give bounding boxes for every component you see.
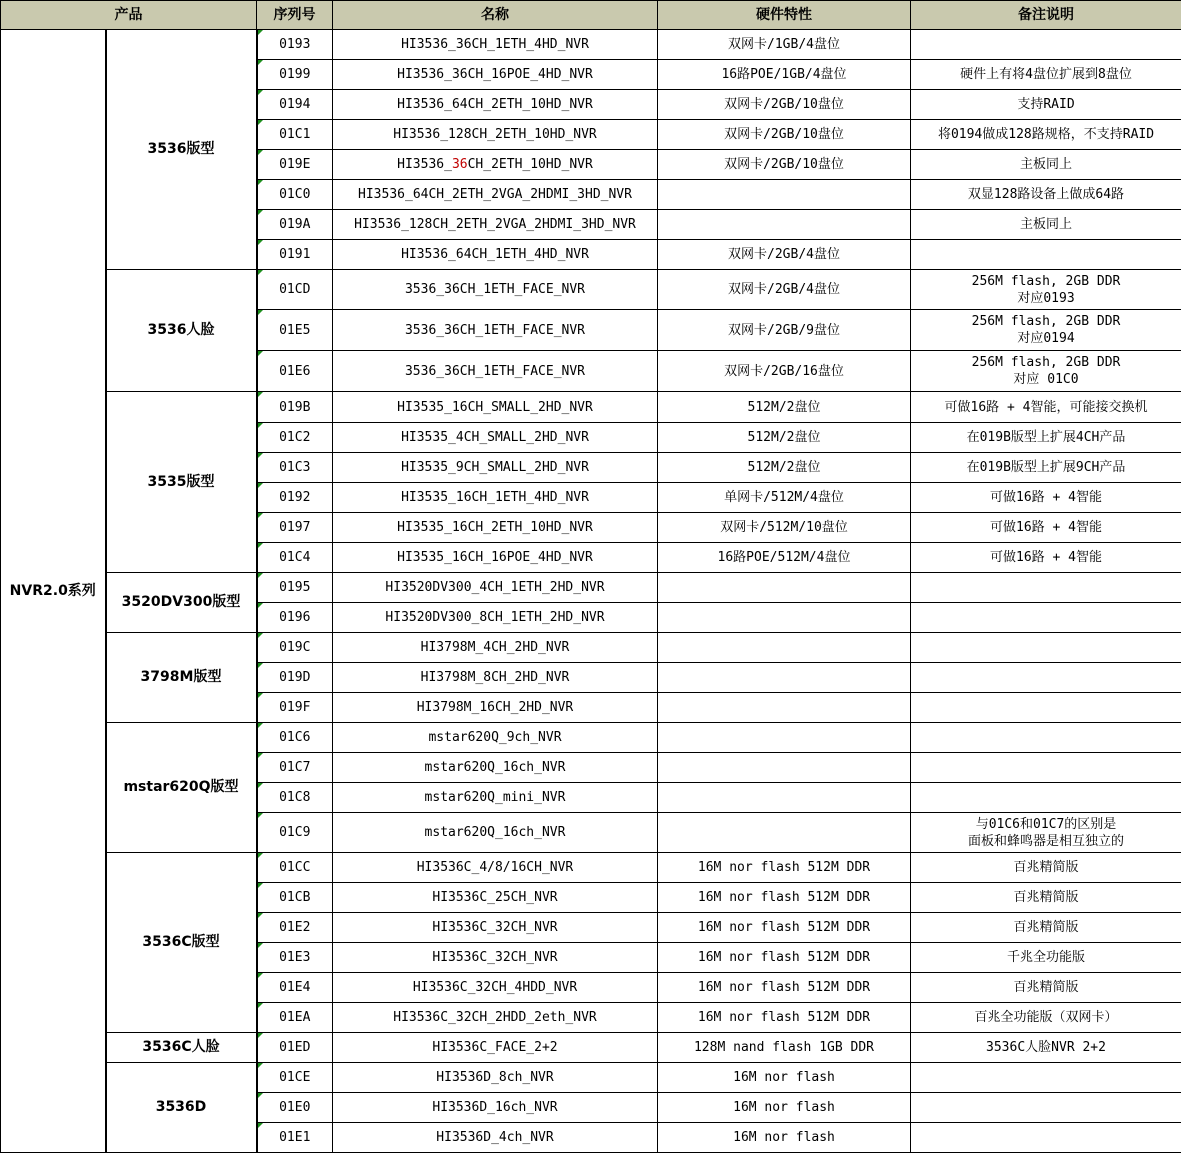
serial-cell[interactable] — [257, 853, 333, 883]
table-row — [1, 270, 1181, 310]
serial-value: 01E1 — [279, 1130, 311, 1145]
hardware-cell[interactable]: 512M/2盘位 — [658, 453, 911, 483]
group-cell[interactable]: 3536C版型 — [106, 853, 257, 1033]
serial-value: 01C9 — [279, 825, 311, 840]
serial-value: 01C4 — [279, 550, 311, 565]
note-cell[interactable]: 将0194做成128路规格，不支持RAID — [911, 120, 1181, 150]
name-cell[interactable]: HI3535_16CH_2ETH_10HD_NVR — [333, 513, 658, 543]
comment-marker-icon — [258, 270, 263, 275]
comment-marker-icon — [258, 783, 263, 788]
comment-marker-icon — [258, 573, 263, 578]
name-cell[interactable]: HI3520DV300_8CH_1ETH_2HD_NVR — [333, 603, 658, 633]
name-cell[interactable]: HI3536_64CH_1ETH_4HD_NVR — [333, 240, 658, 270]
hardware-cell[interactable]: 16M nor flash 512M DDR — [658, 883, 911, 913]
table-row — [1, 853, 1181, 883]
name-cell[interactable]: mstar620Q_9ch_NVR — [333, 723, 658, 753]
note-cell[interactable] — [911, 783, 1181, 813]
note-cell[interactable] — [911, 1123, 1181, 1153]
hardware-cell[interactable] — [658, 633, 911, 663]
name-cell[interactable]: HI3535_16CH_16POE_4HD_NVR — [333, 543, 658, 573]
hardware-cell[interactable]: 16M nor flash 512M DDR — [658, 973, 911, 1003]
group-cell[interactable]: 3536C人脸 — [106, 1033, 257, 1063]
hardware-cell[interactable]: 双网卡/2GB/9盘位 — [658, 310, 911, 351]
note-cell[interactable] — [911, 30, 1181, 60]
note-cell[interactable] — [911, 633, 1181, 663]
note-cell[interactable] — [911, 310, 1181, 351]
hardware-cell[interactable]: 双网卡/2GB/10盘位 — [658, 120, 911, 150]
note-cell[interactable]: 在019B版型上扩展4CH产品 — [911, 423, 1181, 453]
name-cell[interactable]: HI3536_128CH_2ETH_10HD_NVR — [333, 120, 658, 150]
hardware-cell[interactable] — [658, 723, 911, 753]
hardware-cell[interactable]: 双网卡/2GB/16盘位 — [658, 351, 911, 392]
name-cell[interactable]: HI3536_64CH_2ETH_2VGA_2HDMI_3HD_NVR — [333, 180, 658, 210]
name-cell[interactable]: HI3536C_32CH_NVR — [333, 913, 658, 943]
serial-value: 01CD — [279, 282, 311, 297]
serial-value: 01C6 — [279, 730, 311, 745]
comment-marker-icon — [258, 392, 263, 397]
serial-cell[interactable] — [257, 30, 333, 60]
hardware-cell[interactable] — [658, 753, 911, 783]
group-cell[interactable]: mstar620Q版型 — [106, 723, 257, 853]
group-cell[interactable]: 3520DV300版型 — [106, 573, 257, 633]
serial-cell[interactable] — [257, 240, 333, 270]
note-cell[interactable]: 百兆精简版 — [911, 883, 1181, 913]
header-row — [1, 1, 1181, 30]
serial-value: 0194 — [279, 97, 311, 112]
hardware-cell[interactable]: 双网卡/512M/10盘位 — [658, 513, 911, 543]
serial-cell[interactable] — [257, 210, 333, 240]
hardware-cell[interactable]: 双网卡/1GB/4盘位 — [658, 30, 911, 60]
group-cell[interactable]: 3536D — [106, 1063, 257, 1153]
serial-value: 019B — [279, 399, 311, 415]
comment-marker-icon — [258, 813, 263, 818]
table-row — [1, 633, 1181, 663]
comment-marker-icon — [258, 423, 263, 428]
note-line: 256M flash, 2GB DDR — [971, 355, 1121, 370]
comment-marker-icon — [258, 1063, 263, 1068]
hardware-cell[interactable]: 双网卡/2GB/10盘位 — [658, 150, 911, 180]
hardware-cell[interactable]: 16M nor flash — [658, 1063, 911, 1093]
serial-cell[interactable] — [257, 513, 333, 543]
note-line: 与01C6和01C7的区别是 — [975, 816, 1117, 832]
name-cell[interactable]: HI3536C_32CH_NVR — [333, 943, 658, 973]
name-cell[interactable]: HI3798M_16CH_2HD_NVR — [333, 693, 658, 723]
comment-marker-icon — [258, 90, 263, 95]
hardware-cell[interactable]: 双网卡/2GB/4盘位 — [658, 240, 911, 270]
name-cell[interactable]: HI3798M_4CH_2HD_NVR — [333, 633, 658, 663]
note-line: 256M flash, 2GB DDR — [971, 273, 1121, 289]
header-notes[interactable]: 备注说明 — [911, 1, 1181, 30]
hardware-cell[interactable]: 128M nand flash 1GB DDR — [658, 1033, 911, 1063]
comment-marker-icon — [258, 30, 263, 35]
name-cell[interactable]: 3536_36CH_1ETH_FACE_NVR — [333, 351, 658, 392]
name-cell[interactable]: HI3535_4CH_SMALL_2HD_NVR — [333, 423, 658, 453]
table-row — [1, 723, 1181, 753]
note-cell[interactable]: 主板同上 — [911, 150, 1181, 180]
note-cell[interactable] — [911, 573, 1181, 603]
name-cell[interactable]: HI3536_36CH_1ETH_4HD_NVR — [333, 30, 658, 60]
comment-marker-icon — [258, 240, 263, 245]
name-cell[interactable] — [333, 150, 658, 180]
serial-cell[interactable] — [257, 1123, 333, 1153]
comment-marker-icon — [258, 543, 263, 548]
serial-value: 019E — [279, 157, 311, 172]
serial-value: 01EA — [279, 1010, 311, 1025]
serial-cell[interactable] — [257, 1063, 333, 1093]
serial-cell[interactable] — [257, 453, 333, 483]
table-row — [1, 1063, 1181, 1093]
hardware-cell[interactable] — [658, 693, 911, 723]
serial-value: 01CC — [279, 860, 311, 875]
serial-value: 01ED — [279, 1040, 311, 1055]
serial-cell[interactable] — [257, 913, 333, 943]
serial-cell[interactable] — [257, 423, 333, 453]
serial-value: 01E6 — [279, 363, 311, 379]
name-cell[interactable]: mstar620Q_16ch_NVR — [333, 753, 658, 783]
group-cell[interactable]: 3535版型 — [106, 392, 257, 573]
serial-value: 01E3 — [279, 950, 311, 965]
note-line: 对应 01C0 — [1013, 372, 1079, 387]
comment-marker-icon — [258, 603, 263, 608]
serial-cell[interactable] — [257, 483, 333, 513]
note-line: 对应0193 — [1017, 290, 1075, 306]
serial-cell[interactable] — [257, 1093, 333, 1123]
hardware-cell[interactable]: 512M/2盘位 — [658, 392, 911, 423]
note-cell[interactable] — [911, 813, 1181, 853]
comment-marker-icon — [258, 310, 263, 315]
hardware-cell[interactable]: 单网卡/512M/4盘位 — [658, 483, 911, 513]
serial-value: 0191 — [279, 247, 311, 262]
hardware-cell[interactable] — [658, 210, 911, 240]
serial-value: 0195 — [279, 580, 311, 595]
note-cell[interactable]: 在019B版型上扩展9CH产品 — [911, 453, 1181, 483]
serial-cell[interactable] — [257, 90, 333, 120]
name-cell[interactable]: HI3520DV300_4CH_1ETH_2HD_NVR — [333, 573, 658, 603]
comment-marker-icon — [258, 693, 263, 698]
serial-value: 01C1 — [279, 127, 311, 142]
comment-marker-icon — [258, 1123, 263, 1128]
serial-cell[interactable] — [257, 753, 333, 783]
serial-cell[interactable] — [257, 543, 333, 573]
comment-marker-icon — [258, 453, 263, 458]
header-serial[interactable]: 序列号 — [257, 1, 333, 30]
comment-marker-icon — [258, 633, 263, 638]
serial-value: 019C — [279, 640, 311, 655]
serial-cell[interactable] — [257, 1033, 333, 1063]
serial-value: 01E5 — [279, 322, 311, 338]
serial-value: 0197 — [279, 520, 311, 535]
note-cell[interactable]: 双显128路设备上做成64路 — [911, 180, 1181, 210]
note-cell[interactable] — [911, 270, 1181, 310]
comment-marker-icon — [258, 913, 263, 918]
serial-cell[interactable] — [257, 943, 333, 973]
note-cell[interactable]: 可做16路 + 4智能 — [911, 483, 1181, 513]
serial-value: 0196 — [279, 610, 311, 625]
serial-cell[interactable] — [257, 180, 333, 210]
note-line: 对应0194 — [1017, 331, 1075, 346]
name-highlight: 36 — [451, 157, 468, 172]
serial-cell[interactable] — [257, 633, 333, 663]
note-cell[interactable]: 主板同上 — [911, 210, 1181, 240]
note-cell[interactable] — [911, 753, 1181, 783]
comment-marker-icon — [258, 180, 263, 185]
hardware-cell[interactable]: 16M nor flash — [658, 1093, 911, 1123]
comment-marker-icon — [258, 853, 263, 858]
name-cell[interactable]: HI3798M_8CH_2HD_NVR — [333, 663, 658, 693]
serial-value: 019A — [279, 217, 311, 232]
note-line: 256M flash, 2GB DDR — [971, 314, 1121, 329]
hardware-cell[interactable] — [658, 573, 911, 603]
note-cell[interactable] — [911, 693, 1181, 723]
serial-cell[interactable] — [257, 150, 333, 180]
serial-value: 01CE — [279, 1070, 311, 1085]
comment-marker-icon — [258, 753, 263, 758]
note-cell[interactable] — [911, 1093, 1181, 1123]
serial-value: 01C7 — [279, 760, 311, 775]
serial-value: 01E4 — [279, 980, 311, 995]
comment-marker-icon — [258, 483, 263, 488]
comment-marker-icon — [258, 1003, 263, 1008]
hardware-cell[interactable]: 双网卡/2GB/4盘位 — [658, 270, 911, 310]
name-cell[interactable]: HI3536C_25CH_NVR — [333, 883, 658, 913]
name-cell[interactable]: HI3535_16CH_1ETH_4HD_NVR — [333, 483, 658, 513]
hardware-cell[interactable]: 16M nor flash 512M DDR — [658, 853, 911, 883]
hardware-cell[interactable]: 16M nor flash — [658, 1123, 911, 1153]
serial-cell[interactable] — [257, 1003, 333, 1033]
name-part: CH_2ETH_10HD_NVR — [467, 157, 593, 172]
note-cell[interactable]: 可做16路 + 4智能 — [911, 543, 1181, 573]
hardware-cell[interactable]: 16路POE/512M/4盘位 — [658, 543, 911, 573]
comment-marker-icon — [258, 513, 263, 518]
name-cell[interactable]: 3536_36CH_1ETH_FACE_NVR — [333, 270, 658, 310]
serial-cell[interactable] — [257, 723, 333, 753]
serial-cell[interactable] — [257, 813, 333, 853]
name-cell[interactable]: HI3536_64CH_2ETH_10HD_NVR — [333, 90, 658, 120]
note-cell[interactable]: 支持RAID — [911, 90, 1181, 120]
serial-cell[interactable] — [257, 663, 333, 693]
serial-cell[interactable] — [257, 573, 333, 603]
note-cell[interactable]: 3536C人脸NVR 2+2 — [911, 1033, 1181, 1063]
comment-marker-icon — [258, 150, 263, 155]
name-cell[interactable]: mstar620Q_16ch_NVR — [333, 813, 658, 853]
name-cell[interactable]: HI3536C_32CH_2HDD_2eth_NVR — [333, 1003, 658, 1033]
serial-cell[interactable] — [257, 603, 333, 633]
hardware-cell[interactable]: 512M/2盘位 — [658, 423, 911, 453]
serial-value: 01C8 — [279, 790, 311, 805]
name-cell[interactable]: HI3536_36CH_16POE_4HD_NVR — [333, 60, 658, 90]
note-cell[interactable]: 百兆全功能版（双网卡） — [911, 1003, 1181, 1033]
serial-cell[interactable] — [257, 351, 333, 392]
serial-value: 019F — [279, 700, 311, 715]
note-cell[interactable]: 可做16路 + 4智能，可能接交换机 — [911, 392, 1181, 423]
table-row — [1, 573, 1181, 603]
name-cell[interactable]: HI3536D_8ch_NVR — [333, 1063, 658, 1093]
serial-value: 01CB — [279, 890, 311, 905]
header-product[interactable]: 产品 — [1, 1, 257, 30]
comment-marker-icon — [258, 973, 263, 978]
comment-marker-icon — [258, 1093, 263, 1098]
name-cell[interactable]: HI3536C_4/8/16CH_NVR — [333, 853, 658, 883]
serial-value: 01C3 — [279, 460, 311, 475]
hardware-cell[interactable]: 16M nor flash 512M DDR — [658, 913, 911, 943]
table-row — [1, 1033, 1181, 1063]
group-cell[interactable]: 3798M版型 — [106, 633, 257, 723]
serial-cell[interactable] — [257, 693, 333, 723]
header-name[interactable]: 名称 — [333, 1, 658, 30]
hardware-cell[interactable] — [658, 783, 911, 813]
note-cell[interactable]: 百兆精简版 — [911, 913, 1181, 943]
serial-value: 01E0 — [279, 1100, 311, 1115]
serial-value: 019D — [279, 670, 311, 685]
name-cell[interactable]: HI3535_16CH_SMALL_2HD_NVR — [333, 392, 658, 423]
hardware-cell[interactable] — [658, 813, 911, 853]
name-cell[interactable]: HI3536C_32CH_4HDD_NVR — [333, 973, 658, 1003]
serial-value: 01C0 — [279, 187, 311, 202]
serial-value: 0193 — [279, 37, 311, 52]
note-cell[interactable] — [911, 603, 1181, 633]
hardware-cell[interactable]: 16M nor flash 512M DDR — [658, 943, 911, 973]
note-cell[interactable]: 百兆精简版 — [911, 973, 1181, 1003]
serial-cell[interactable] — [257, 783, 333, 813]
group-cell[interactable]: 3536人脸 — [106, 270, 257, 392]
note-line: 面板和蜂鸣器是相互独立的 — [967, 833, 1124, 849]
serial-value: 01C2 — [279, 430, 311, 445]
serial-value: 0199 — [279, 67, 311, 82]
series-cell[interactable]: NVR2.0系列 — [1, 30, 106, 1153]
hardware-cell[interactable] — [658, 663, 911, 693]
serial-cell[interactable] — [257, 883, 333, 913]
group-cell[interactable]: 3536版型 — [106, 30, 257, 270]
serial-cell[interactable] — [257, 120, 333, 150]
note-cell[interactable] — [911, 663, 1181, 693]
hardware-cell[interactable]: 16路POE/1GB/4盘位 — [658, 60, 911, 90]
header-hardware[interactable]: 硬件特性 — [658, 1, 911, 30]
name-cell[interactable]: HI3536D_4ch_NVR — [333, 1123, 658, 1153]
serial-cell[interactable] — [257, 392, 333, 423]
table-body — [1, 30, 1181, 1153]
hardware-cell[interactable] — [658, 180, 911, 210]
comment-marker-icon — [258, 883, 263, 888]
note-cell[interactable]: 百兆精简版 — [911, 853, 1181, 883]
serial-cell[interactable] — [257, 60, 333, 90]
note-cell[interactable] — [911, 240, 1181, 270]
name-cell[interactable]: HI3536D_16ch_NVR — [333, 1093, 658, 1123]
hardware-cell[interactable]: 双网卡/2GB/10盘位 — [658, 90, 911, 120]
table-row — [1, 392, 1181, 423]
table-row — [1, 30, 1181, 60]
serial-value: 01E2 — [279, 920, 311, 935]
serial-cell[interactable] — [257, 310, 333, 351]
comment-marker-icon — [258, 663, 263, 668]
note-cell[interactable]: 千兆全功能版 — [911, 943, 1181, 973]
name-part: HI3536_ — [397, 157, 452, 172]
serial-value: 0192 — [279, 490, 311, 505]
comment-marker-icon — [258, 60, 263, 65]
name-cell[interactable]: mstar620Q_mini_NVR — [333, 783, 658, 813]
note-cell[interactable] — [911, 351, 1181, 392]
serial-cell[interactable] — [257, 270, 333, 310]
note-cell[interactable] — [911, 1063, 1181, 1093]
name-cell[interactable]: HI3536_128CH_2ETH_2VGA_2HDMI_3HD_NVR — [333, 210, 658, 240]
note-cell[interactable]: 硬件上有将4盘位扩展到8盘位 — [911, 60, 1181, 90]
comment-marker-icon — [258, 120, 263, 125]
comment-marker-icon — [258, 351, 263, 356]
comment-marker-icon — [258, 1033, 263, 1038]
comment-marker-icon — [258, 210, 263, 215]
comment-marker-icon — [258, 943, 263, 948]
comment-marker-icon — [258, 723, 263, 728]
note-cell[interactable] — [911, 723, 1181, 753]
note-cell[interactable]: 可做16路 + 4智能 — [911, 513, 1181, 543]
name-cell[interactable]: 3536_36CH_1ETH_FACE_NVR — [333, 310, 658, 351]
name-cell[interactable]: HI3536C_FACE_2+2 — [333, 1033, 658, 1063]
hardware-cell[interactable]: 16M nor flash 512M DDR — [658, 1003, 911, 1033]
hardware-cell[interactable] — [658, 603, 911, 633]
name-cell[interactable]: HI3535_9CH_SMALL_2HD_NVR — [333, 453, 658, 483]
serial-cell[interactable] — [257, 973, 333, 1003]
